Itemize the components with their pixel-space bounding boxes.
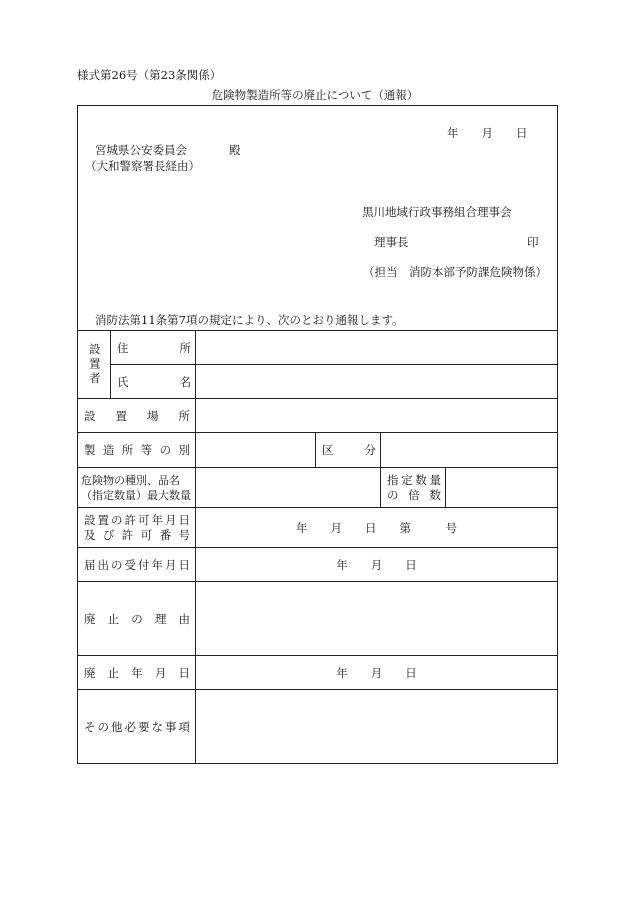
label-char: 名: [179, 374, 191, 389]
label-char: 許: [124, 512, 136, 527]
contact-department: （担当 消防本部予防課危険物係）: [363, 265, 547, 279]
label-char: 理: [154, 611, 167, 626]
label-char: 所: [179, 340, 191, 355]
label-char: 設: [84, 408, 96, 423]
hazmat-label-cell: [77, 467, 196, 508]
abolition-date-value: 年 月 日: [336, 665, 417, 680]
abolition-date-label: [84, 666, 190, 680]
hazmat-label-line2: （指定数量）最大数量: [81, 488, 191, 502]
category-label-cell: [315, 432, 381, 468]
label-char: の: [159, 443, 172, 457]
name-value-cell: [195, 364, 558, 399]
label-char: そ: [84, 719, 96, 734]
label-char: 製: [84, 443, 96, 457]
label-char: 設: [84, 512, 96, 527]
sender-title: 理事長: [374, 235, 409, 249]
installer-group-label: 設置者: [87, 342, 102, 387]
label-char: 年: [151, 512, 163, 527]
label-char: 由: [178, 611, 190, 626]
receipt-date-value: 年 月 日: [336, 557, 417, 572]
reason-label: [84, 612, 190, 626]
quantity-multiple-label-cell: [380, 467, 446, 508]
label-char: 止: [107, 611, 120, 626]
label-char: 事: [165, 719, 177, 734]
label-char: 場: [147, 408, 159, 423]
label-char: 量: [429, 472, 441, 487]
label-char: 造: [102, 443, 115, 457]
location-value-cell: [195, 398, 558, 433]
label-char: 可: [140, 527, 153, 542]
address-label-cell: [110, 330, 196, 365]
label-char: 許: [121, 527, 134, 542]
reason-label-cell: [77, 581, 196, 656]
label-char: 置: [97, 512, 109, 527]
permit-label-cell: [77, 507, 196, 548]
name-label-cell: [110, 364, 196, 399]
label-char: 等: [140, 443, 153, 457]
location-label: [84, 409, 190, 423]
sender-organization: 黒川地域行政事務組合理事会: [362, 205, 512, 219]
label-char: 他: [111, 719, 123, 734]
label-char: 定: [401, 472, 413, 487]
label-char: 所: [178, 408, 190, 423]
label-char: 所: [121, 443, 134, 457]
label-char: 届: [84, 557, 96, 572]
label-char: 年: [151, 557, 163, 572]
seal-mark: 印: [527, 235, 539, 249]
address-label: [117, 341, 191, 355]
name-label: [117, 375, 191, 389]
label-char: 置: [115, 408, 127, 423]
label-char: 月: [165, 512, 177, 527]
form-number: 様式第26号（第23条関係）: [77, 68, 222, 82]
label-char: の: [111, 557, 123, 572]
label-char: 及: [84, 527, 96, 542]
permit-label-line1: [84, 513, 190, 528]
notice-section: [77, 105, 558, 331]
receipt-date-label: [84, 558, 190, 572]
label-char: 項: [178, 719, 190, 734]
label-char: 出: [97, 557, 109, 572]
label-char: 年: [131, 665, 143, 680]
label-char: び: [102, 527, 115, 542]
label-char: 日: [178, 512, 190, 527]
hazmat-value-cell: [195, 467, 381, 508]
label-char: 月: [165, 557, 177, 572]
quantity-multiple-label-line1: [387, 473, 441, 488]
receipt-date-label-cell: [77, 547, 196, 582]
permit-value: 年 月 日 第 号: [296, 520, 457, 535]
label-char: 倍: [408, 487, 420, 502]
category-value-cell: [380, 432, 558, 468]
label-char: 月: [154, 665, 167, 680]
installer-group-cell: [77, 330, 111, 399]
facility-type-value-cell: [195, 432, 316, 468]
label-char: な: [151, 719, 163, 734]
label-char: の: [97, 719, 109, 734]
label-char: 受: [124, 557, 136, 572]
label-char: 別: [178, 443, 190, 457]
abolition-date-label-cell: [77, 655, 196, 690]
form-title: 危険物製造所等の廃止について（通報）: [211, 88, 419, 102]
facility-type-label: [84, 443, 190, 457]
label-char: 必: [124, 719, 136, 734]
label-char: 氏: [117, 374, 129, 389]
abolition-date-value-cell: [195, 655, 558, 690]
location-label-cell: [77, 398, 196, 433]
label-char: 可: [138, 512, 150, 527]
label-char: 分: [364, 443, 376, 457]
notice-date: 年 月 日: [447, 126, 528, 140]
reason-value-cell: [195, 581, 558, 656]
quantity-multiple-value-cell: [445, 467, 558, 508]
label-char: 区: [322, 443, 334, 457]
label-char: 数: [415, 472, 427, 487]
label-char: 指: [387, 472, 399, 487]
permit-label-line2: [84, 528, 190, 543]
label-char: 数: [429, 487, 441, 502]
other-label-cell: [77, 689, 196, 764]
label-char: の: [111, 512, 123, 527]
other-value-cell: [195, 689, 558, 764]
addressee-via: （大和警察署長経由）: [85, 159, 200, 173]
address-value-cell: [195, 330, 558, 365]
label-char: 止: [107, 665, 120, 680]
label-char: の: [387, 487, 399, 502]
label-char: 付: [138, 557, 150, 572]
label-char: 号: [178, 527, 190, 542]
label-char: 日: [178, 557, 190, 572]
label-char: 廃: [84, 665, 96, 680]
addressee-honorific: 殿: [229, 143, 241, 157]
permit-value-cell: [195, 507, 558, 548]
notice-statement: 消防法第11条第7項の規定により、次のとおり通報します。: [95, 313, 404, 327]
label-char: 番: [159, 527, 172, 542]
other-label: [84, 720, 190, 734]
hazmat-label-line1: 危険物の種別、品名: [81, 473, 180, 487]
category-label: [322, 443, 376, 457]
label-char: 要: [138, 719, 150, 734]
label-char: 廃: [84, 611, 96, 626]
label-char: 住: [117, 340, 129, 355]
label-char: 日: [178, 665, 190, 680]
receipt-date-value-cell: [195, 547, 558, 582]
addressee: 宮城県公安委員会: [95, 143, 187, 157]
quantity-multiple-label-line2: [387, 488, 441, 503]
label-char: の: [131, 611, 143, 626]
facility-type-label-cell: [77, 432, 196, 468]
